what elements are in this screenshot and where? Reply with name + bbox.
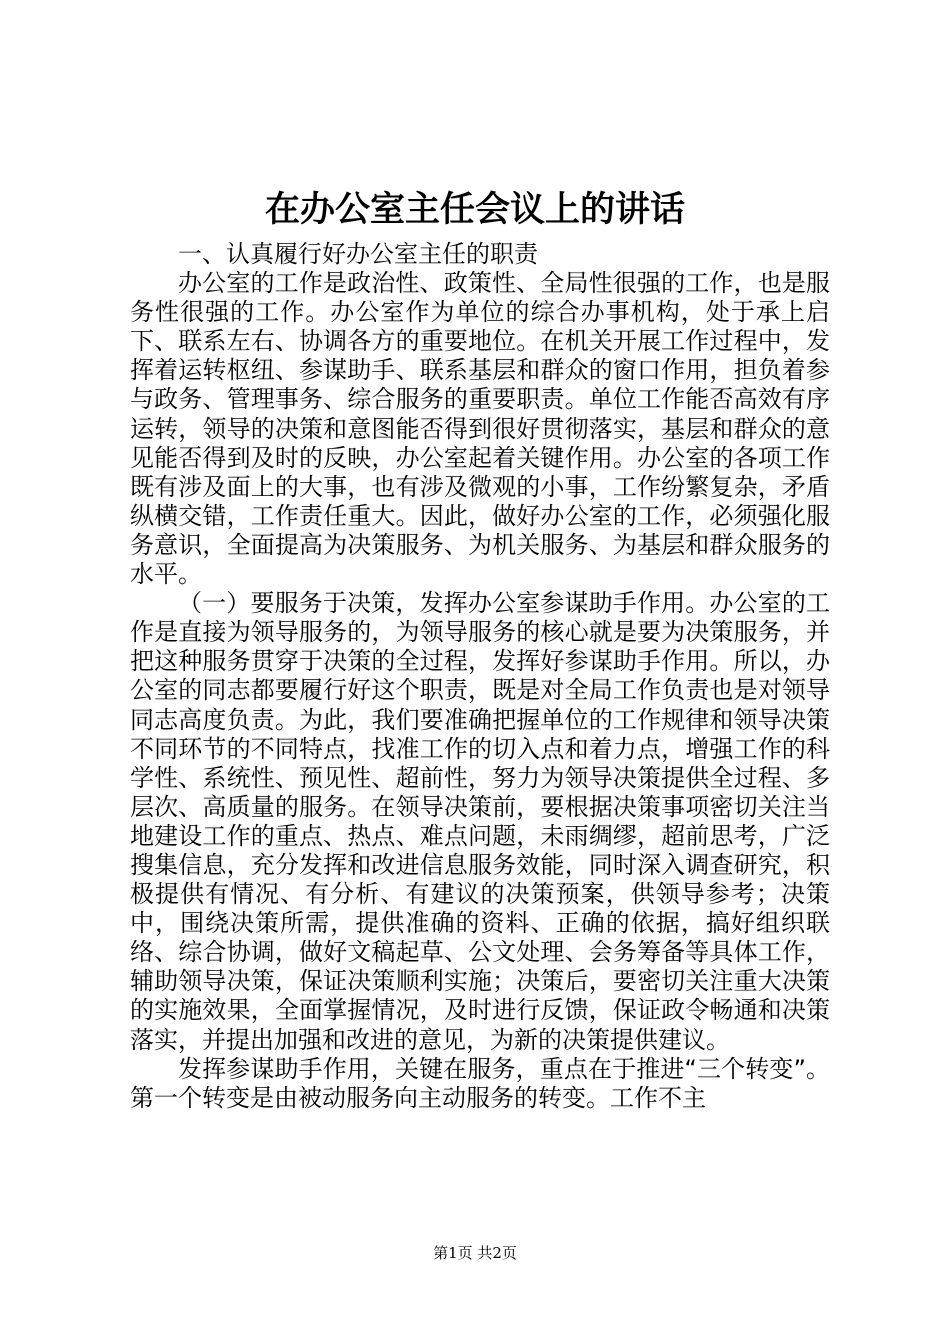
section-heading: 一、认真履行好办公室主任的职责 — [178, 240, 538, 268]
paragraph-three-transitions: 发挥参谋助手作用，关键在服务，重点在于推进“三个转变”。第一个转变是由被动服务向主动服务的转变。工作不主 — [130, 1054, 830, 1112]
page-footer: 第1页 共2页 — [433, 1244, 517, 1262]
paragraph-intro: 办公室的工作是政治性、政策性、全局性很强的工作，也是服务性很强的工作。办公室作为单位的综合办事机构，处于承上启下、联系左右、协调各方的重要地位。在机关开展工作过程中，发挥着运转枢纽、参谋助手、联系基层和群众的窗口作用，担负着参与政务、管理事务、综合服务的重要职责。单位工作能否高效有序运转，领导的决策和意图能否得到很好贯彻落实，基层和群众的意见能否得到及时的反映，办公室起着关键作用。办公室的各项工作既有涉及面上的大事，也有涉及微观的小事，工作纷繁复杂，矛盾纵横交错，工作责任重大。因此，做好办公室的工作，必须强化服务意识，全面提高为决策服务、为机关服务、为基层和群众服务的水平。 — [130, 269, 830, 589]
paragraph-subsection-1: （一）要服务于决策，发挥办公室参谋助手作用。办公室的工作是直接为领导服务的，为领导服务的核心就是要为决策服务，并把这种服务贯穿于决策的全过程，发挥好参谋助手作用。所以，办公室的同志都要履行好这个职责，既是对全局工作负责也是对领导同志高度负责。为此，我们要准确把握单位的工作规律和领导决策不同环节的不同特点，找准工作的切入点和着力点，增强工作的科学性、系统性、预见性、超前性，努力为领导决策提供全过程、多层次、高质量的服务。在领导决策前，要根据决策事项密切关注当地建设工作的重点、热点、难点问题，未雨绸缪，超前思考，广泛搜集信息，充分发挥和改进信息服务效能，同时深入调查研究，积极提供有情况、有分析、有建议的决策预案，供领导参考；决策中，围绕决策所需，提供准确的资料、正确的依据，搞好组织联络、综合协调，做好文稿起草、公文处理、会务筹备等具体工作，辅助领导决策，保证决策顺利实施；决策后，要密切关注重大决策的实施效果，全面掌握情况，及时进行反馈，保证政令畅通和决策落实，并提出加强和改进的意见，为新的决策提供建议。 — [130, 589, 830, 1054]
document-title: 在办公室主任会议上的讲话 — [264, 189, 685, 230]
document-body — [130, 240, 830, 1113]
